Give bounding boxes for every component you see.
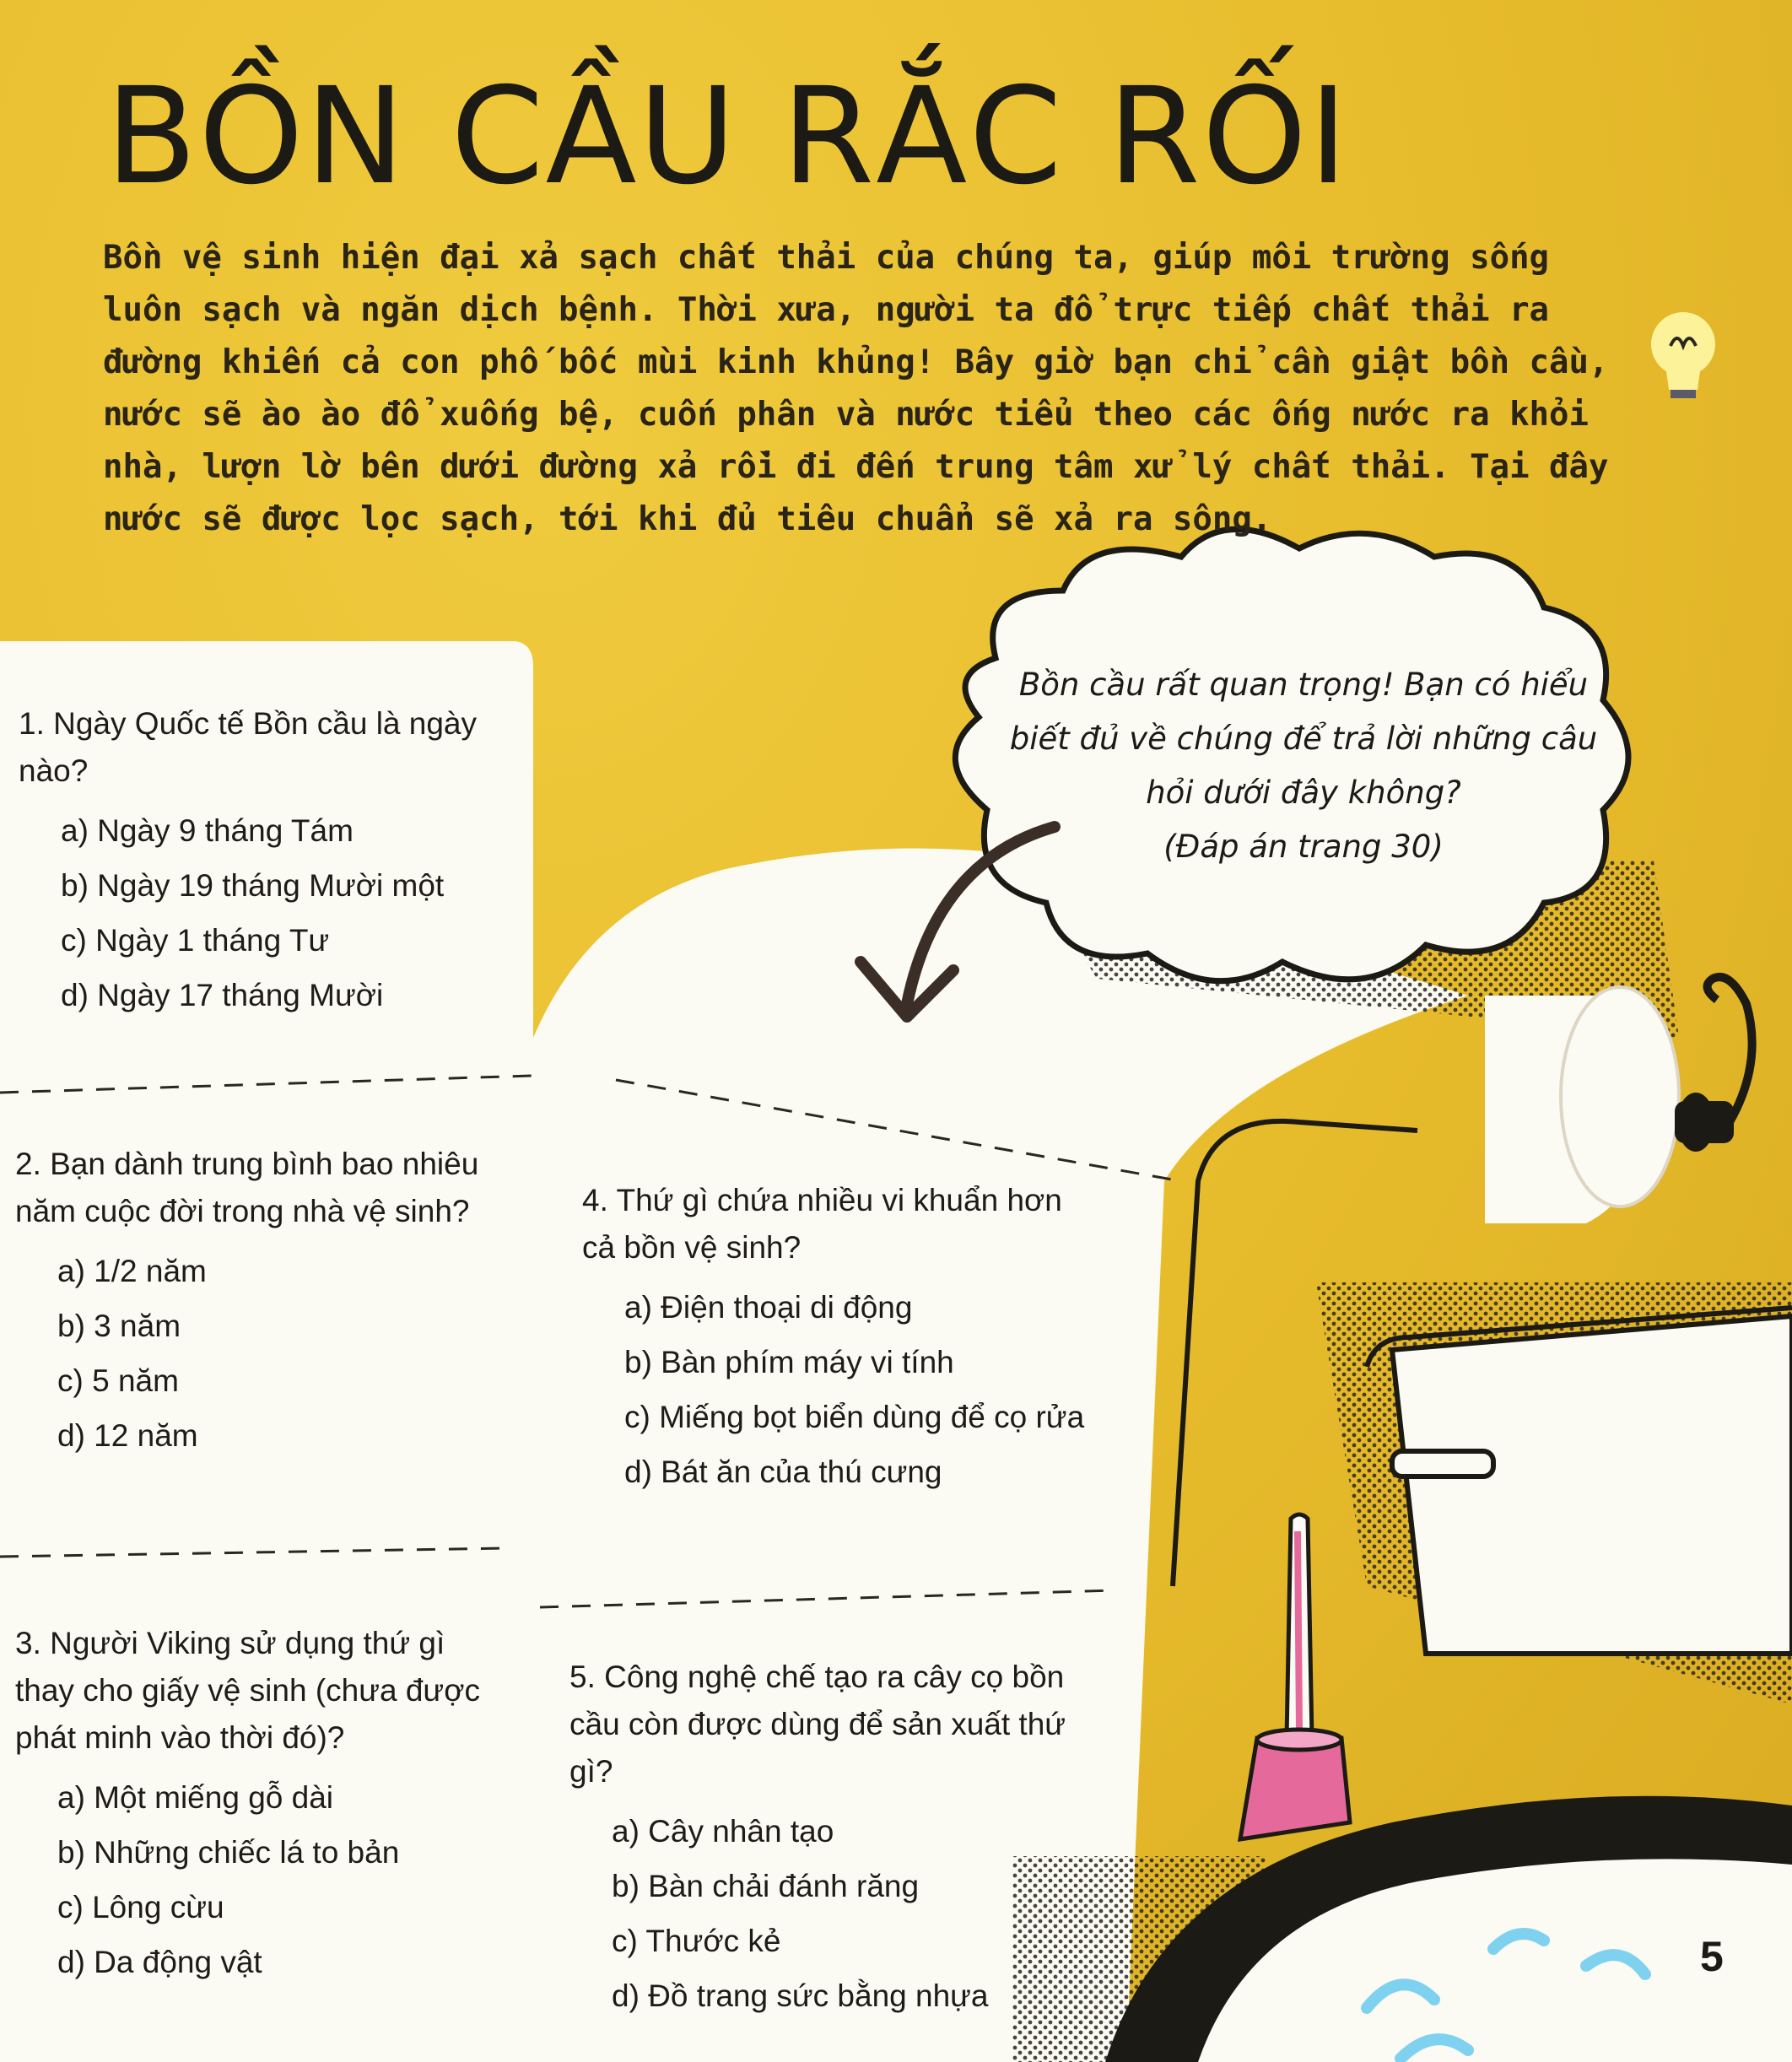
page-number: 5 [1700,1933,1724,1980]
question-2 [15,1141,505,1463]
question-1 [19,700,508,1023]
question-3-option-d: d) Da động vật [57,1945,262,1979]
question-5-option-d: d) Đồ trang sức bằng nhựa [612,1978,989,2013]
question-3 [15,1620,505,1989]
question-2-text: 2. Bạn dành trung bình bao nhiêu năm cuộc đời trong nhà vệ sinh? [15,1147,479,1228]
question-3-option-b: b) Những chiếc lá to bản [57,1835,400,1870]
toilet-bowl-icon [1105,1796,1792,2062]
toilet-brush-icon [1240,1514,1350,1839]
question-2-option-a: a) 1/2 năm [57,1254,207,1288]
question-5 [569,1654,1093,2023]
cistern-icon [1367,1308,1792,1654]
question-3-option-c: c) Lông cừu [57,1890,224,1924]
bubble-main-text: Bồn cầu rất quan trọng! Bạn có hiểu biết đủ về chúng để trả lời những câu hỏi dưới đây không? [1009,667,1598,811]
question-2-option-c: c) 5 năm [57,1363,179,1398]
page-title: BỒN CẦU RẮC RỐI [105,59,1350,214]
question-2-option-d: d) 12 năm [57,1418,198,1453]
question-1-option-a: a) Ngày 9 tháng Tám [61,813,354,848]
question-1-text: 1. Ngày Quốc tế Bồn cầu là ngày nào? [19,706,478,788]
question-4-option-a: a) Điện thoại di động [624,1290,913,1325]
question-4-option-c: c) Miếng bọt biển dùng để cọ rửa [624,1400,1085,1434]
question-3-option-a: a) Một miếng gỗ dài [57,1780,334,1815]
question-4-option-b: b) Bàn phím máy vi tính [624,1345,954,1379]
question-5-text: 5. Công nghệ chế tạo ra cây cọ bồn cầu còn được dùng để sản xuất thứ gì? [569,1660,1066,1789]
speech-bubble-text [1008,658,1599,874]
question-3-text: 3. Người Viking sử dụng thứ gì thay cho giấy vệ sinh (chưa được phát minh vào thời đó)? [15,1626,480,1755]
toilet-paper-roll-icon [1485,977,1752,1223]
question-1-option-d: d) Ngày 17 tháng Mười [61,978,384,1012]
question-1-option-c: c) Ngày 1 tháng Tư [61,923,330,958]
bubble-answer-note: (Đáp án trang 30) [1163,829,1444,865]
question-5-option-b: b) Bàn chải đánh răng [612,1869,920,1903]
question-2-option-b: b) 3 năm [57,1309,181,1343]
question-1-option-b: b) Ngày 19 tháng Mười một [61,868,445,903]
question-5-option-a: a) Cây nhân tạo [612,1814,834,1849]
lightbulb-icon [1651,312,1715,398]
question-4-option-d: d) Bát ăn của thú cưng [624,1455,942,1489]
question-5-option-c: c) Thước kẻ [612,1924,781,1958]
question-4 [582,1177,1088,1499]
intro-paragraph: Bồn vệ sinh hiện đại xả sạch chất thải của chúng ta, giúp môi trường sống luôn sạch và ngăn dịch bệnh. Thời xưa, người ta đổ trực tiếp chất thải ra đường khiến cả con phố bốc mùi kinh khủng! Bây giờ bạn chỉ cần giật bồn cầu, nước sẽ ào ào đổ xuống bệ, cuốn phân và nước tiểu theo các ống nước ra khỏi nhà, lượn lờ bên dưới đường xả rồi đi đến trung tâm xử lý chất thải. Tại đây nước sẽ được lọc sạch, tới khi đủ tiêu chuẩn sẽ xả ra sông. [103,239,1609,538]
question-4-text: 4. Thứ gì chứa nhiều vi khuẩn hơn cả bồn vệ sinh? [582,1183,1062,1265]
